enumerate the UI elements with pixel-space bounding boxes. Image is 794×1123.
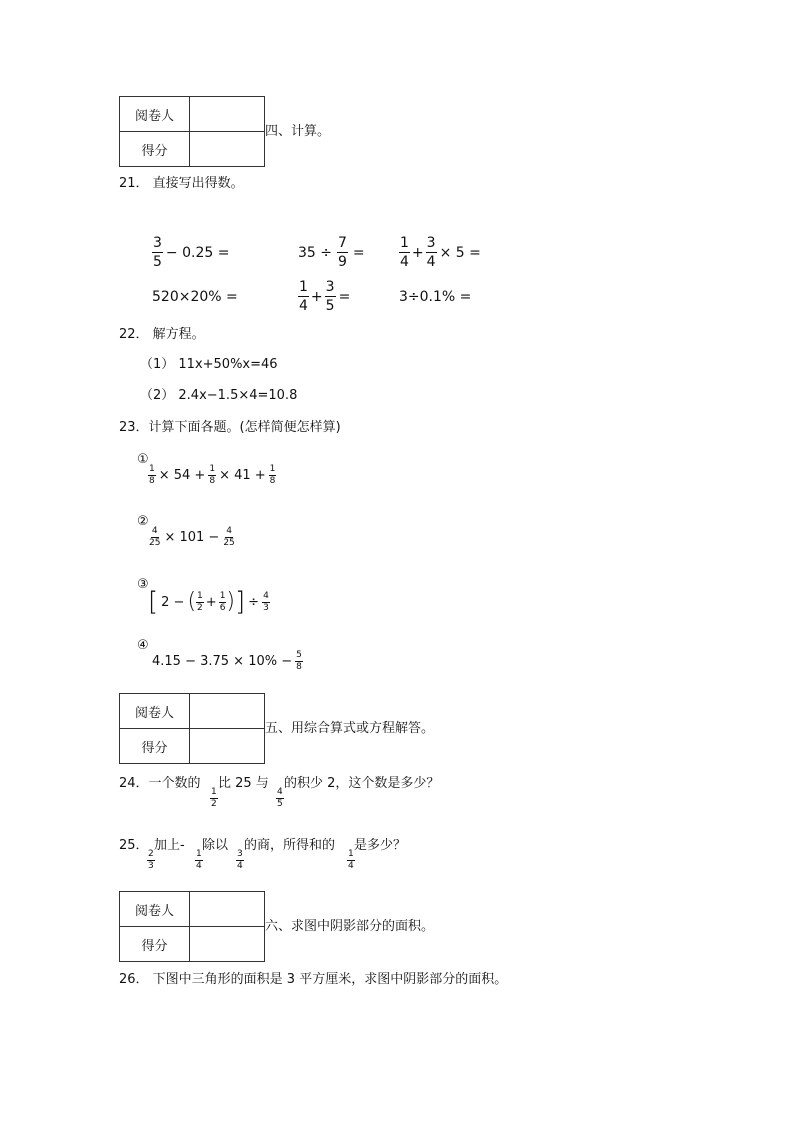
q24-text-c: 的积少 2，这个数是多少？ bbox=[284, 776, 440, 791]
q23-expr-a: $\frac{1}{8}$ × 54 + $\frac{1}{8}$ × 41 + $\frac{1}{8}$ bbox=[149, 464, 276, 486]
q25-fraction-1: 2 3 bbox=[148, 849, 154, 871]
q21-expr-6: 3÷0.1% = bbox=[399, 289, 472, 305]
q23-expr-d: 4.15 − 3.75 × 10% − $\frac{5}{8}$ bbox=[152, 650, 302, 672]
q23-marker-4: ④ bbox=[137, 638, 149, 653]
reviewer-cell[interactable] bbox=[190, 97, 265, 132]
section-6-title: 六、求图中阴影部分的面积。 bbox=[265, 919, 435, 934]
fraction: $\frac{1}{8}$ bbox=[209, 464, 216, 486]
fraction: $\frac{1}{2}$ bbox=[197, 590, 203, 613]
score-label: 得分 bbox=[120, 132, 190, 167]
q25-fraction-2: 1 4 bbox=[196, 849, 202, 871]
score-cell[interactable] bbox=[190, 927, 265, 962]
q22-part-2: （2） 2.4x−1.5×4=10.8 bbox=[140, 388, 298, 403]
fraction: $\frac{1}{6}$ bbox=[219, 590, 226, 613]
score-label: 得分 bbox=[120, 729, 190, 764]
q25-text-a: 25． bbox=[119, 838, 149, 853]
q23-marker-1: ① bbox=[137, 452, 149, 467]
fraction: $\frac{4}{25}$ bbox=[223, 526, 235, 548]
q23-marker-3: ③ bbox=[137, 577, 149, 592]
score-cell[interactable] bbox=[190, 132, 265, 167]
fraction: $\frac{7}{9}$ bbox=[338, 235, 347, 270]
q25-text-f: 是多少？ bbox=[354, 838, 407, 853]
q21-title: 21． 直接写出得数。 bbox=[119, 176, 244, 191]
q21-expr-5: $\frac{1}{4}$ + $\frac{3}{5}$ = bbox=[299, 279, 351, 314]
q25-text-c: 除以 bbox=[202, 838, 229, 853]
q25-text-e: 的商，所得和的 bbox=[244, 838, 336, 853]
q25-fraction-4: 1 4 bbox=[348, 849, 354, 871]
fraction: $\frac{1}{8}$ bbox=[269, 464, 276, 486]
q26-text: 26． 下图中三角形的面积是 3 平方厘米，求图中阴影部分的面积。 bbox=[119, 972, 508, 987]
fraction: $\frac{3}{4}$ bbox=[426, 235, 436, 270]
reviewer-cell[interactable] bbox=[190, 694, 265, 729]
q23-expr-c: [ 2 − ( $\frac{1}{2}$ + $\frac{1}{6}$ ) ] ÷ $\frac{4}{3}$ bbox=[148, 587, 269, 617]
q24-text-b: 比 25 与 bbox=[218, 776, 269, 791]
q24-text-a: 24．一个数的 bbox=[119, 776, 201, 791]
fraction: $\frac{3}{5}$ bbox=[325, 279, 335, 314]
q23-marker-2: ② bbox=[137, 514, 149, 529]
q23-title: 23．计算下面各题。(怎样简便怎样算) bbox=[119, 420, 341, 435]
section-5-title: 五、用综合算式或方程解答。 bbox=[265, 721, 435, 736]
q22-part-1: （1） 11x+50%x=46 bbox=[140, 357, 278, 372]
section-4-title: 四、计算。 bbox=[265, 124, 331, 139]
q25-text-b: 加上- bbox=[154, 838, 185, 853]
q25-fraction-3: 3 4 bbox=[237, 849, 243, 871]
fraction: $\frac{1}{4}$ bbox=[400, 235, 409, 270]
score-cell[interactable] bbox=[190, 729, 265, 764]
score-label: 得分 bbox=[120, 927, 190, 962]
fraction: $\frac{5}{8}$ bbox=[296, 650, 302, 672]
fraction: $\frac{4}{3}$ bbox=[263, 590, 269, 613]
q21-expr-2: 35 ÷ $\frac{7}{9}$ = bbox=[298, 235, 365, 270]
q22-title: 22． 解方程。 bbox=[119, 327, 205, 342]
q23-expr-b: $\frac{4}{25}$ × 101 − $\frac{4}{25}$ bbox=[149, 526, 235, 548]
fraction: $\frac{3}{5}$ bbox=[153, 235, 162, 270]
reviewer-label: 阅卷人 bbox=[120, 694, 190, 729]
grader-table-5 bbox=[119, 693, 265, 764]
fraction: $\frac{1}{8}$ bbox=[149, 464, 155, 486]
fraction: $\frac{4}{25}$ bbox=[149, 526, 161, 548]
grader-table-4 bbox=[119, 96, 265, 167]
fraction: $\frac{1}{4}$ bbox=[299, 279, 308, 314]
reviewer-label: 阅卷人 bbox=[120, 97, 190, 132]
q24-fraction-2: 4 5 bbox=[277, 787, 283, 809]
q21-expr-3: $\frac{1}{4}$ + $\frac{3}{4}$ × 5 = bbox=[400, 235, 481, 270]
reviewer-label: 阅卷人 bbox=[120, 892, 190, 927]
q24-fraction-1: 1 2 bbox=[211, 787, 217, 809]
grader-table-6 bbox=[119, 891, 265, 962]
q21-expr-1: $\frac{3}{5}$ − 0.25 = bbox=[153, 235, 230, 270]
q21-expr-4: 520×20% = bbox=[152, 289, 238, 305]
reviewer-cell[interactable] bbox=[190, 892, 265, 927]
